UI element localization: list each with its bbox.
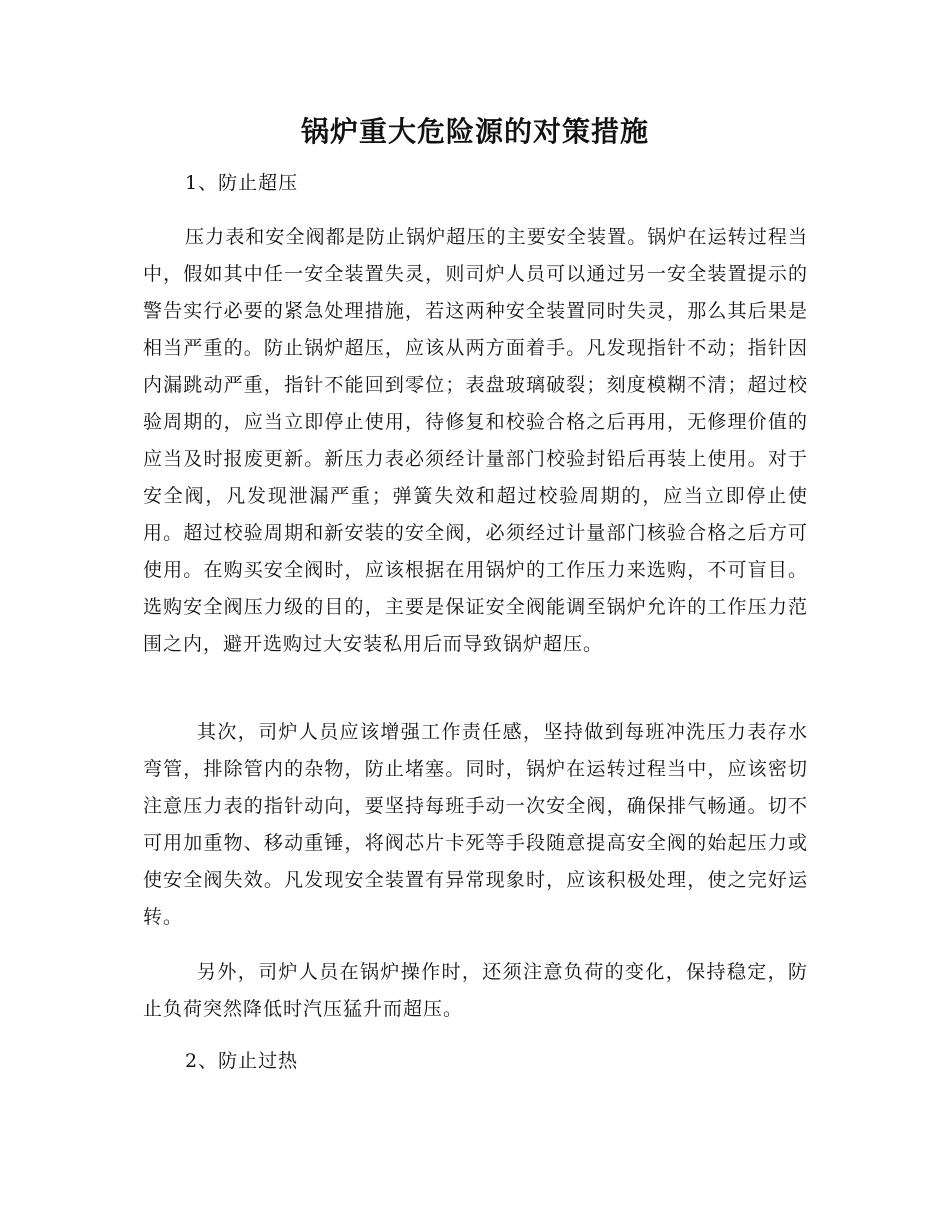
paragraph-3: 另外，司炉人员在锅炉操作时，还须注意负荷的变化，保持稳定，防止负荷突然降低时汽压猛升而超压。 [143, 961, 808, 1020]
document-title: 锅炉重大危险源的对策措施 [300, 115, 649, 148]
paragraph-1: 压力表和安全阀都是防止锅炉超压的主要安全装置。锅炉在运转过程当中，假如其中任一安全装置失灵，则司炉人员可以通过另一安全装置提示的警告实行必要的紧急处理措施，若这两种安全装置同时失灵，那么其后果是相当严重的。防止锅炉超压，应该从两方面着手。凡发现指针不动；指针因内漏跳动严重，指针不能回到零位；表盘玻璃破裂；刻度模糊不清；超过校验周期的，应当立即停止使用，待修复和校验合格之后再用，无修理价值的应当及时报废更新。新压力表必须经计量部门校验封铅后再装上使用。对于安全阀，凡发现泄漏严重；弹簧失效和超过校验周期的，应当立即停止使用。超过校验周期和新安装的安全阀，必须经过计量部门核验合格之后方可使用。在购买安全阀时，应该根据在用锅炉的工作压力来选购，不可盲目。选购安全阀压力级的目的，主要是保证安全阀能调至锅炉允许的工作压力范围之内，避开选购过大安装私用后而导致锅炉超压。 [143, 226, 808, 655]
paragraph-2: 其次，司炉人员应该增强工作责任感，坚持做到每班冲洗压力表存水弯管，排除管内的杂物，防止堵塞。同时，锅炉在运转过程当中，应该密切注意压力表的指针动向，要坚持每班手动一次安全阀，确保排气畅通。切不可用加重物、移动重锤，将阀芯片卡死等手段随意提高安全阀的始起压力或使安全阀失效。凡发现安全装置有异常现象时，应该积极处理，使之完好运转。 [143, 721, 808, 928]
section-heading-2: 2、防止过热 [185, 1050, 299, 1072]
section-heading-1: 1、防止超压 [185, 172, 299, 194]
